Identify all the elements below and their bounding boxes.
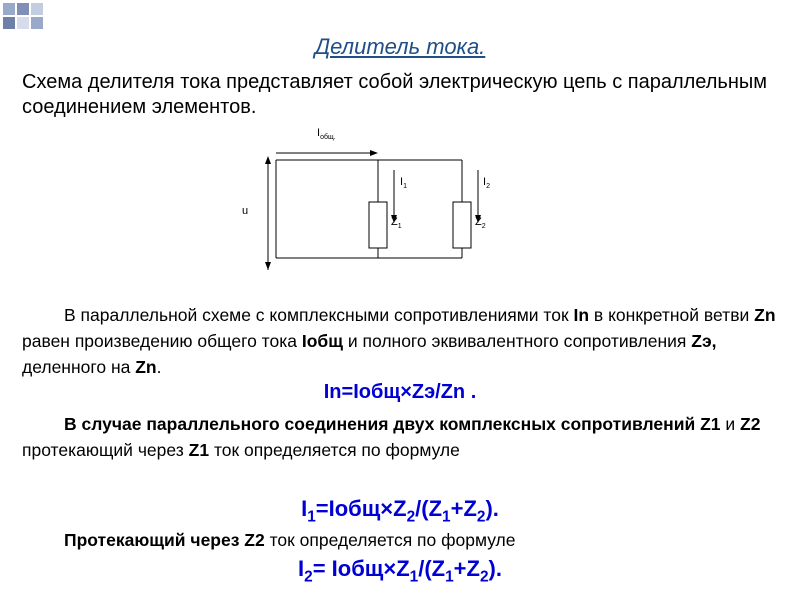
- formula-i1: $I_1=Iобщ\times Z_2/(Z_1+Z_2)$.: [301, 496, 499, 526]
- intro-text: Схема делителя тока представляет собой электрическую цепь с параллельным соединением элементов.: [22, 71, 768, 118]
- voltage-label: u: [242, 205, 249, 217]
- impedance-z2: [453, 202, 471, 248]
- branch1-current-label: $I_1$: [400, 176, 407, 190]
- impedance-z1: [369, 202, 387, 248]
- z2-label: $Z_2$: [475, 216, 486, 230]
- total-current-label: $I_{общ.}$: [317, 127, 336, 141]
- formula-i2: $I_2=$ $Iобщ\times Z_1/(Z_1+Z_2)$.: [298, 556, 502, 586]
- formula-general: In=Iобщ×Zэ/Zn .: [323, 381, 477, 403]
- paragraph-general-rule: В параллельной схеме с комплексными сопротивлениями ток In в конкретной ветви Zn равен произведению общего тока Iобщ и полного эквивалентного сопротивления Zэ, деленного на Zn.: [22, 305, 776, 377]
- paragraph-two-impedances: В случае параллельного соединения двух комплексных сопротивлений Z1 и Z2 протекающий через Z1 ток определяется по формуле: [22, 414, 761, 460]
- current-divider-circuit: [230, 120, 510, 280]
- branch2-current-label: $I_2$: [483, 176, 490, 190]
- paragraph-z2-current: Протекающий через Z2 ток определяется по формуле: [64, 530, 516, 550]
- page-title: Делитель тока.: [314, 34, 486, 59]
- z1-label: $Z_1$: [391, 216, 402, 230]
